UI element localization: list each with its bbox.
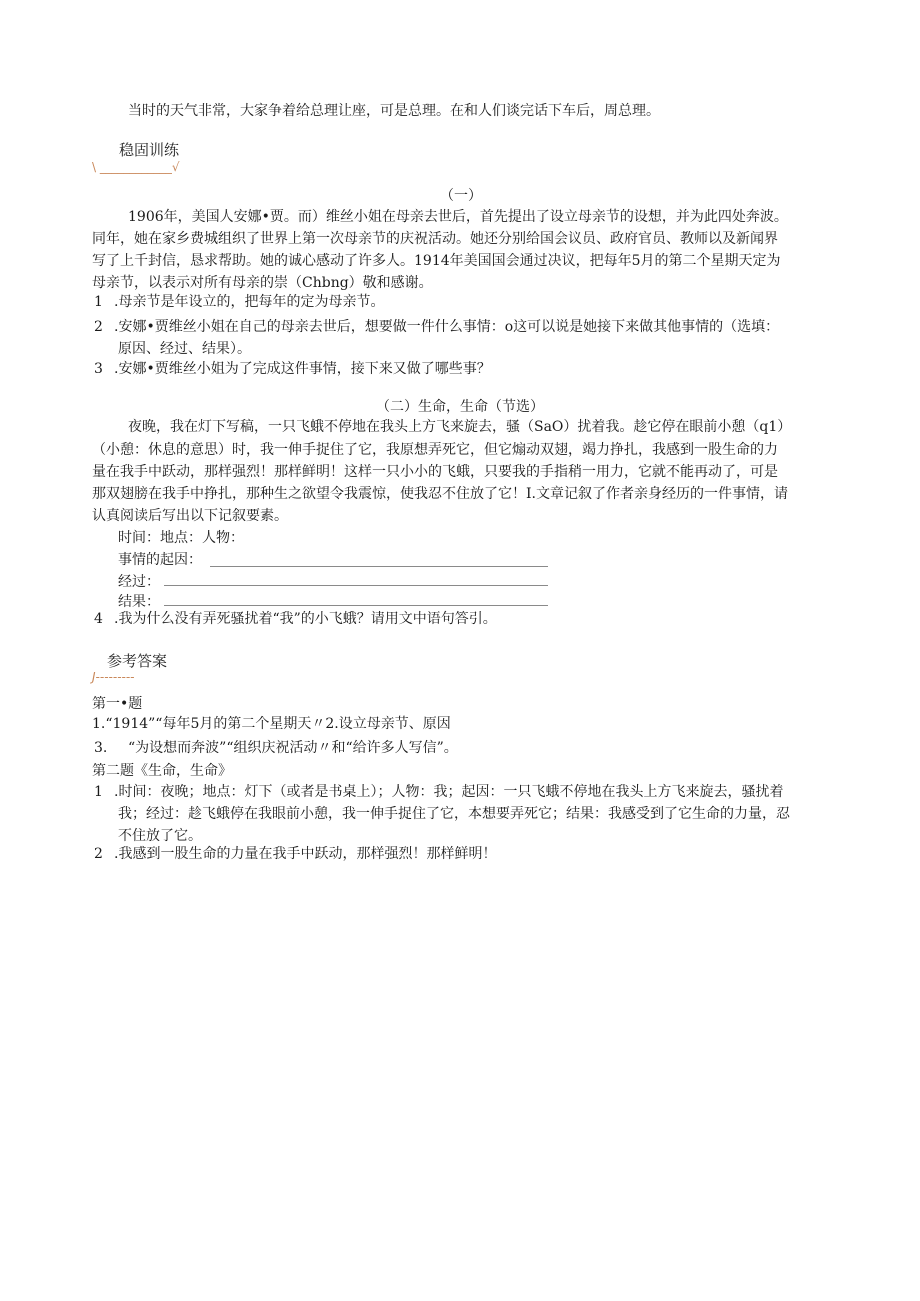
passage2-line: 认真阅读后写出以下记叙要素。 xyxy=(92,508,288,524)
field-time-place-people: 时间：地点：人物： xyxy=(118,530,244,546)
field-process-label: 经过： xyxy=(118,574,160,590)
answer-part2-item2: .我感到一股生命的力量在我手中跃动，那样强烈！那样鲜明！ xyxy=(114,846,497,862)
passage1-line: 写了上千封信，恳求帮助。她的诚心感动了许多人。1914年美国国会通过决议，把每年5月的第二个星期天定为 xyxy=(92,253,781,269)
answer-number: 2 xyxy=(94,846,103,862)
question-number: 3 xyxy=(94,361,103,377)
question-number: 2 xyxy=(94,319,103,335)
field-cause-label: 事情的起因： xyxy=(118,552,202,568)
passage2-line: 那双翅膀在我手中挣扎，那种生之欲望令我震惊，使我忍不住放了它！I.文章记叙了作者亲身经历的一件事情，请 xyxy=(92,486,788,502)
field-result-line xyxy=(164,605,548,606)
answers-divider: J--------- xyxy=(92,670,135,684)
question-3-text: .安娜•贾维丝小姐为了完成这件事情，接下来又做了哪些事？ xyxy=(114,361,491,377)
question-1-text: .母亲节是年设立的，把每年的定为母亲节。 xyxy=(114,294,385,310)
question-number: 1 xyxy=(94,294,103,310)
section-title-practice: 稳固训练 xyxy=(119,141,180,159)
answer-part2-item1-line: 我；经过：趁飞蛾停在我眼前小憩，我一伸手捉住了它，本想要弄死它；结果：我感受到了它生命的力量，忍 xyxy=(118,806,790,822)
field-cause-line xyxy=(210,566,548,567)
question-2-text: .安娜•贾维丝小姐在自己的母亲去世后，想要做一件什么事情：o这可以说是她接下来做其他事情的（选填： xyxy=(114,319,780,335)
answer-part1-num3: 3. xyxy=(94,740,108,756)
answer-part1-line3: “为设想而奔波”“组织庆祝活动〃和“给许多人写信”。 xyxy=(128,740,458,756)
answer-part2-title: 第二题《生命，生命》 xyxy=(92,763,232,779)
passage1-line: 母亲节，以表示对所有母亲的崇（Chbng）敬和感谢。 xyxy=(92,275,433,291)
passage2-line: 量在我手中跃动，那样强烈！那样鲜明！这样一只小小的飞蛾，只要我的手指稍一用力，它就不能再动了，可是 xyxy=(92,464,778,480)
intro-text: 当时的天气非常，大家争着给总理让座，可是总理。在和人们谈完话下车后，周总理。 xyxy=(128,103,660,119)
field-process-line xyxy=(164,585,548,586)
field-result-label: 结果： xyxy=(118,594,160,610)
answer-part2-item1-line: .时间：夜晚；地点：灯下（或者是书桌上）；人物：我；起因：一只飞蛾不停地在我头上方飞来旋去，骚扰着 xyxy=(114,784,784,800)
question-2-continued: 原因、经过、结果）。 xyxy=(118,341,251,357)
passage1-title: （一） xyxy=(440,188,482,204)
passage2-line: 夜晚，我在灯下写稿，一只飞蛾不停地在我头上方飞来旋去，骚（SaO）扰着我。趁它停在眼前小憩（q1） xyxy=(128,419,792,435)
answer-part1-title: 第一•题 xyxy=(92,696,143,712)
answers-title: 参考答案 xyxy=(107,652,168,670)
question-number: 4 xyxy=(94,611,103,627)
question-4-text: .我为什么没有弄死骚扰着“我”的小飞蛾？请用文中语句答引。 xyxy=(114,611,497,627)
passage2-line: （小憩：休息的意思）时，我一伸手捉住了它，我原想弄死它，但它煽动双翅，竭力挣扎，我感到一股生命的力 xyxy=(92,442,778,458)
answer-number: 1 xyxy=(94,784,103,800)
passage2-title: （二）生命，生命（节选） xyxy=(376,399,544,415)
passage1-line: 同年，她在家乡费城组织了世界上第一次母亲节的庆祝活动。她还分别给国会议员、政府官员、教师以及新闻界 xyxy=(92,231,778,247)
section-divider: \ ____________√ xyxy=(92,160,180,174)
answer-part1-line1: 1.“1914”“每年5月的第二个星期天〃2.设立母亲节、原因 xyxy=(92,716,451,732)
answer-part2-item1-line: 不住放了它。 xyxy=(118,828,202,844)
passage1-line: 1906年，美国人安娜•贾。而）维丝小姐在母亲去世后，首先提出了设立母亲节的设想，并为此四处奔波。 xyxy=(128,209,788,225)
